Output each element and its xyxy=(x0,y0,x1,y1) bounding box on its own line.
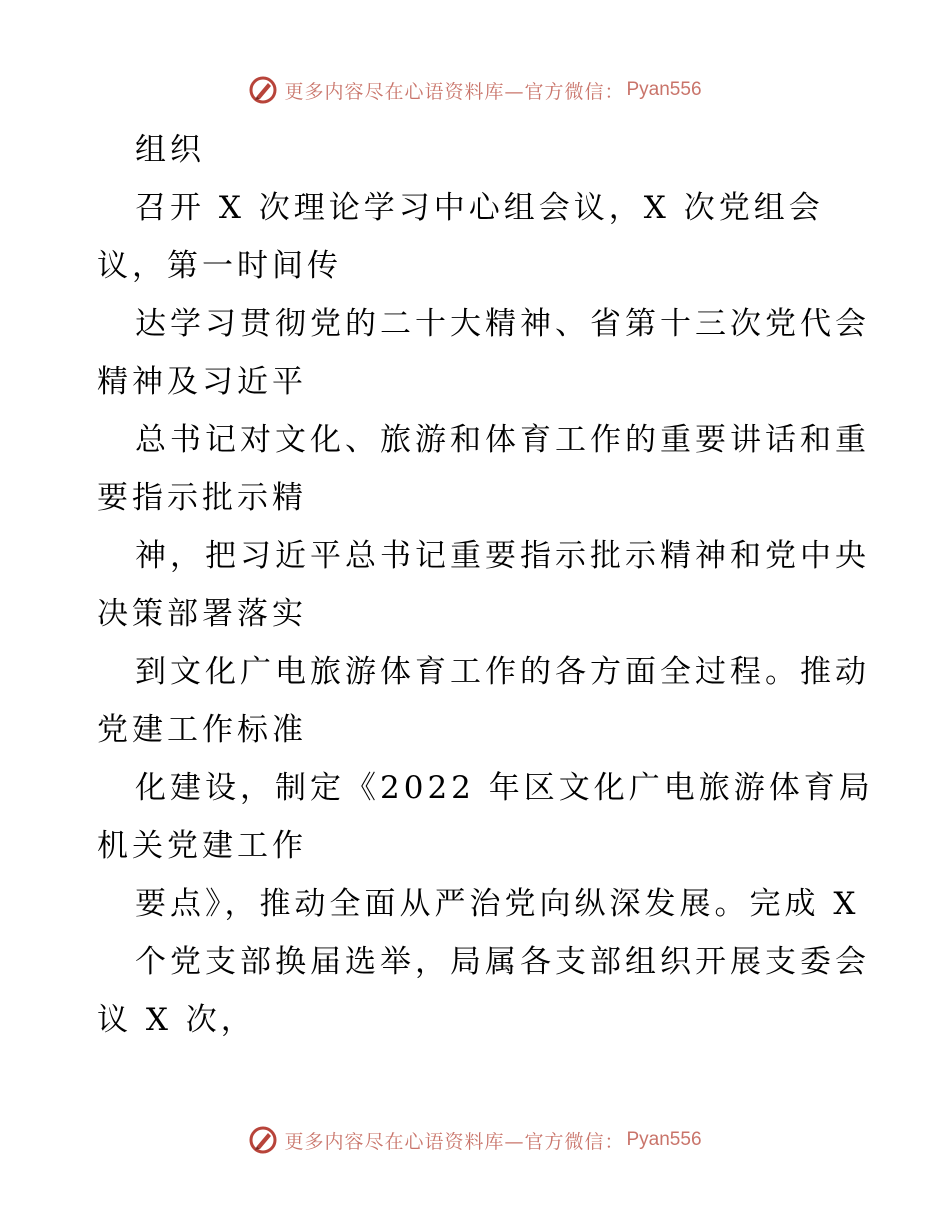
body-line: 化建设，制定《2022 年区文化广电旅游体育局 xyxy=(135,770,874,806)
body-line: 要指示批示精 xyxy=(97,480,307,516)
footer-wechat-id: Pyan556 xyxy=(626,1129,702,1150)
body-line: 组织 xyxy=(135,132,205,168)
header-banner-text: 更多内容尽在心语资料库—官方微信： xyxy=(284,80,625,103)
body-line: 个党支部换届选举，局属各支部组织开展支委会 xyxy=(135,944,870,980)
header-wechat-id: Pyan556 xyxy=(626,79,702,100)
body-line: 达学习贯彻党的二十大精神、省第十三次党代会 xyxy=(135,306,870,342)
footer-banner-text: 更多内容尽在心语资料库—官方微信： xyxy=(284,1130,625,1153)
body-line: 决策部署落实 xyxy=(97,596,307,632)
body-line: 议，第一时间传 xyxy=(97,248,342,284)
body-line: 精神及习近平 xyxy=(97,364,307,400)
header-banner xyxy=(0,70,950,110)
pen-seal-icon xyxy=(248,75,278,105)
body-line: 总书记对文化、旅游和体育工作的重要讲话和重 xyxy=(135,422,870,458)
body-line: 神，把习近平总书记重要指示批示精神和党中央 xyxy=(135,538,870,574)
pen-seal-icon xyxy=(248,1125,278,1155)
body-line: 机关党建工作 xyxy=(97,828,307,864)
document-body xyxy=(97,121,874,1049)
body-line: 召开 X 次理论学习中心组会议，X 次党组会 xyxy=(135,190,824,226)
footer-banner xyxy=(0,1120,950,1160)
body-line: 要点》，推动全面从严治党向纵深发展。完成 X xyxy=(135,886,860,922)
body-line: 到文化广电旅游体育工作的各方面全过程。推动 xyxy=(135,654,870,690)
body-line: 议 X 次， xyxy=(97,1002,256,1038)
body-line: 党建工作标准 xyxy=(97,712,307,748)
